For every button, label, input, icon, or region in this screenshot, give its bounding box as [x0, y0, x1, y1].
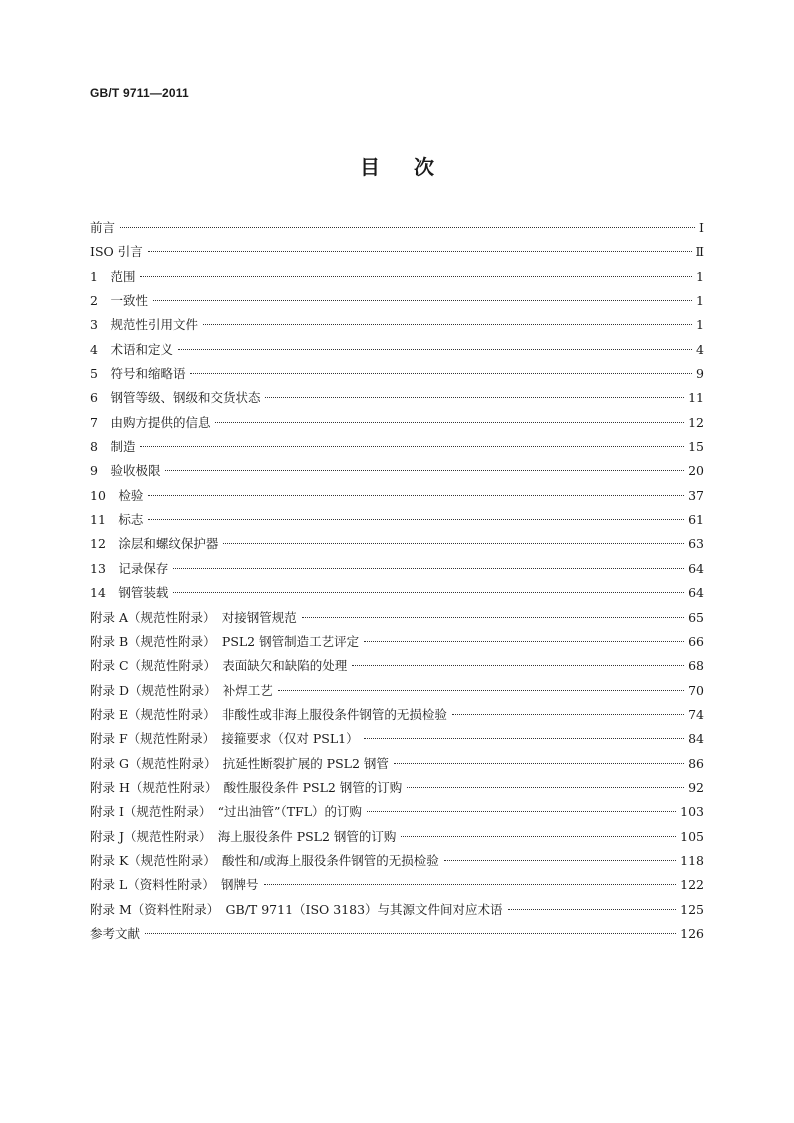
toc-entry[interactable]	[90, 752, 704, 776]
toc-entry[interactable]	[90, 922, 704, 946]
toc-entry-label: 附录 A（规范性附录） 对接钢管规范	[90, 609, 297, 625]
toc-entry-label: 附录 J（规范性附录） 海上服役条件 PSL2 钢管的订购	[90, 828, 397, 844]
dot-leader	[364, 738, 684, 739]
standard-number: GB/T 9711—2011	[90, 86, 189, 100]
toc-entry[interactable]	[90, 679, 704, 703]
dot-leader	[140, 446, 684, 447]
dot-leader	[148, 251, 692, 252]
toc-entry-label: 附录 K（规范性附录） 酸性和/或海上服役条件钢管的无损检验	[90, 852, 439, 868]
dot-leader	[148, 519, 684, 520]
dot-leader	[367, 811, 676, 812]
toc-entry-label: 5 符号和缩略语	[90, 366, 186, 382]
toc-entry-label: 1 范围	[90, 268, 136, 284]
toc-entry-page: Ⅱ	[695, 244, 704, 260]
toc-entry-page: 65	[688, 609, 704, 625]
toc-entry-page: 122	[680, 877, 704, 893]
toc-entry[interactable]	[90, 776, 704, 800]
toc-entry[interactable]	[90, 313, 704, 337]
toc-entry-page: 20	[688, 463, 704, 479]
dot-leader	[394, 763, 684, 764]
toc-entry-page: 125	[680, 901, 704, 917]
toc-entry-label: 附录 G（规范性附录） 抗延性断裂扩展的 PSL2 钢管	[90, 755, 389, 771]
toc-entry[interactable]	[90, 606, 704, 630]
toc-entry[interactable]	[90, 338, 704, 362]
toc-entry-label: 3 规范性引用文件	[90, 317, 198, 333]
dot-leader	[401, 836, 676, 837]
toc-entry-label: 4 术语和定义	[90, 341, 173, 357]
dot-leader	[173, 568, 684, 569]
toc-entry-page: 126	[680, 925, 704, 941]
toc-entry-page: 37	[688, 487, 704, 503]
toc-entry-page: 68	[688, 658, 704, 674]
toc-entry[interactable]	[90, 800, 704, 824]
toc-entry-page: 61	[688, 512, 704, 528]
toc-entry-page: 63	[688, 536, 704, 552]
toc-entry-label: 附录 C（规范性附录） 表面缺欠和缺陷的处理	[90, 658, 348, 674]
toc-entry-page: 12	[688, 414, 704, 430]
dot-leader	[407, 787, 684, 788]
toc-entry[interactable]	[90, 581, 704, 605]
toc-entry-label: 8 制造	[90, 439, 136, 455]
toc-entry-page: 4	[696, 341, 704, 357]
toc-entry-label: 2 一致性	[90, 293, 148, 309]
toc-entry-label: 附录 E（规范性附录） 非酸性或非海上服役条件钢管的无损检验	[90, 706, 447, 722]
toc-entry-page: 64	[688, 560, 704, 576]
toc-entry-page: 1	[696, 268, 704, 284]
toc-entry-label: 7 由购方提供的信息	[90, 414, 211, 430]
dot-leader	[264, 884, 677, 885]
dot-leader	[190, 373, 692, 374]
toc-entry[interactable]	[90, 386, 704, 410]
dot-leader	[178, 349, 692, 350]
toc-entry-page: 64	[688, 585, 704, 601]
dot-leader	[173, 592, 684, 593]
toc-entry[interactable]	[90, 435, 704, 459]
dot-leader	[140, 276, 692, 277]
toc-entry[interactable]	[90, 508, 704, 532]
dot-leader	[278, 690, 684, 691]
toc-entry-label: 附录 D（规范性附录） 补焊工艺	[90, 682, 273, 698]
dot-leader	[265, 397, 684, 398]
dot-leader	[145, 933, 676, 934]
toc-entry-label: 14 钢管装载	[90, 585, 169, 601]
toc-entry-label: 附录 B（规范性附录） PSL2 钢管制造工艺评定	[90, 633, 360, 649]
dot-leader	[215, 422, 684, 423]
toc-entry-label: 附录 L（资料性附录） 钢牌号	[90, 877, 259, 893]
toc-entry-page: Ⅰ	[699, 220, 704, 235]
toc-entry-label: 10 检验	[90, 487, 144, 503]
toc-entry[interactable]	[90, 532, 704, 556]
toc-entry[interactable]	[90, 459, 704, 483]
toc-entry-label: 附录 M（资料性附录） GB/T 9711（ISO 3183）与其源文件间对应术语	[90, 901, 503, 917]
dot-leader	[153, 300, 692, 301]
toc-entry-label: 11 标志	[90, 512, 144, 528]
toc-entry-page: 1	[696, 317, 704, 333]
dot-leader	[302, 617, 684, 618]
toc-entry[interactable]	[90, 216, 704, 240]
toc-entry[interactable]	[90, 727, 704, 751]
dot-leader	[508, 909, 677, 910]
toc-entry[interactable]	[90, 240, 704, 264]
toc-entry-page: 92	[688, 779, 704, 795]
toc-entry-page: 105	[680, 828, 704, 844]
dot-leader	[444, 860, 676, 861]
dot-leader	[203, 324, 692, 325]
toc-entry-label: 前言	[90, 220, 116, 235]
dot-leader	[352, 665, 684, 666]
toc-entry-label: 12 涂层和螺纹保护器	[90, 536, 219, 552]
toc-entry-page: 66	[688, 633, 704, 649]
toc-entry-page: 11	[688, 390, 704, 406]
toc-entry[interactable]	[90, 265, 704, 289]
toc-entry-page: 9	[696, 366, 704, 382]
toc-entry[interactable]	[90, 654, 704, 678]
toc-entry[interactable]	[90, 703, 704, 727]
toc-entry-label: 附录 I（规范性附录） “过出油管”（TFL）的订购	[90, 804, 363, 820]
dot-leader	[452, 714, 684, 715]
dot-leader	[120, 227, 695, 228]
dot-leader	[223, 543, 684, 544]
dot-leader	[364, 641, 684, 642]
toc-entry-page: 103	[680, 804, 704, 820]
page-title: 目次	[360, 155, 468, 179]
toc-entry[interactable]	[90, 411, 704, 435]
toc-entry-page: 15	[688, 439, 704, 455]
toc-entry-page: 1	[696, 293, 704, 309]
toc-entry-label: 附录 F（规范性附录） 接箍要求（仅对 PSL1）	[90, 731, 359, 747]
dot-leader	[148, 495, 684, 496]
toc-entry-label: 附录 H（规范性附录） 酸性服役条件 PSL2 钢管的订购	[90, 779, 403, 795]
table-of-contents	[90, 216, 704, 946]
toc-entry[interactable]	[90, 484, 704, 508]
toc-entry-page: 84	[688, 731, 704, 747]
toc-entry-label: 参考文献	[90, 925, 141, 941]
toc-entry[interactable]	[90, 557, 704, 581]
toc-entry[interactable]	[90, 873, 704, 897]
toc-entry-label: ISO 引言	[90, 244, 143, 260]
toc-entry[interactable]	[90, 289, 704, 313]
toc-entry-label: 6 钢管等级、钢级和交货状态	[90, 390, 261, 406]
toc-entry[interactable]	[90, 849, 704, 873]
toc-entry[interactable]	[90, 825, 704, 849]
toc-entry[interactable]	[90, 898, 704, 922]
toc-entry-page: 70	[688, 682, 704, 698]
toc-entry-page: 86	[688, 755, 704, 771]
toc-entry-page: 118	[680, 852, 704, 868]
toc-entry-label: 9 验收极限	[90, 463, 161, 479]
dot-leader	[165, 470, 684, 471]
toc-entry-label: 13 记录保存	[90, 560, 169, 576]
toc-entry-page: 74	[688, 706, 704, 722]
toc-entry[interactable]	[90, 630, 704, 654]
toc-entry[interactable]	[90, 362, 704, 386]
